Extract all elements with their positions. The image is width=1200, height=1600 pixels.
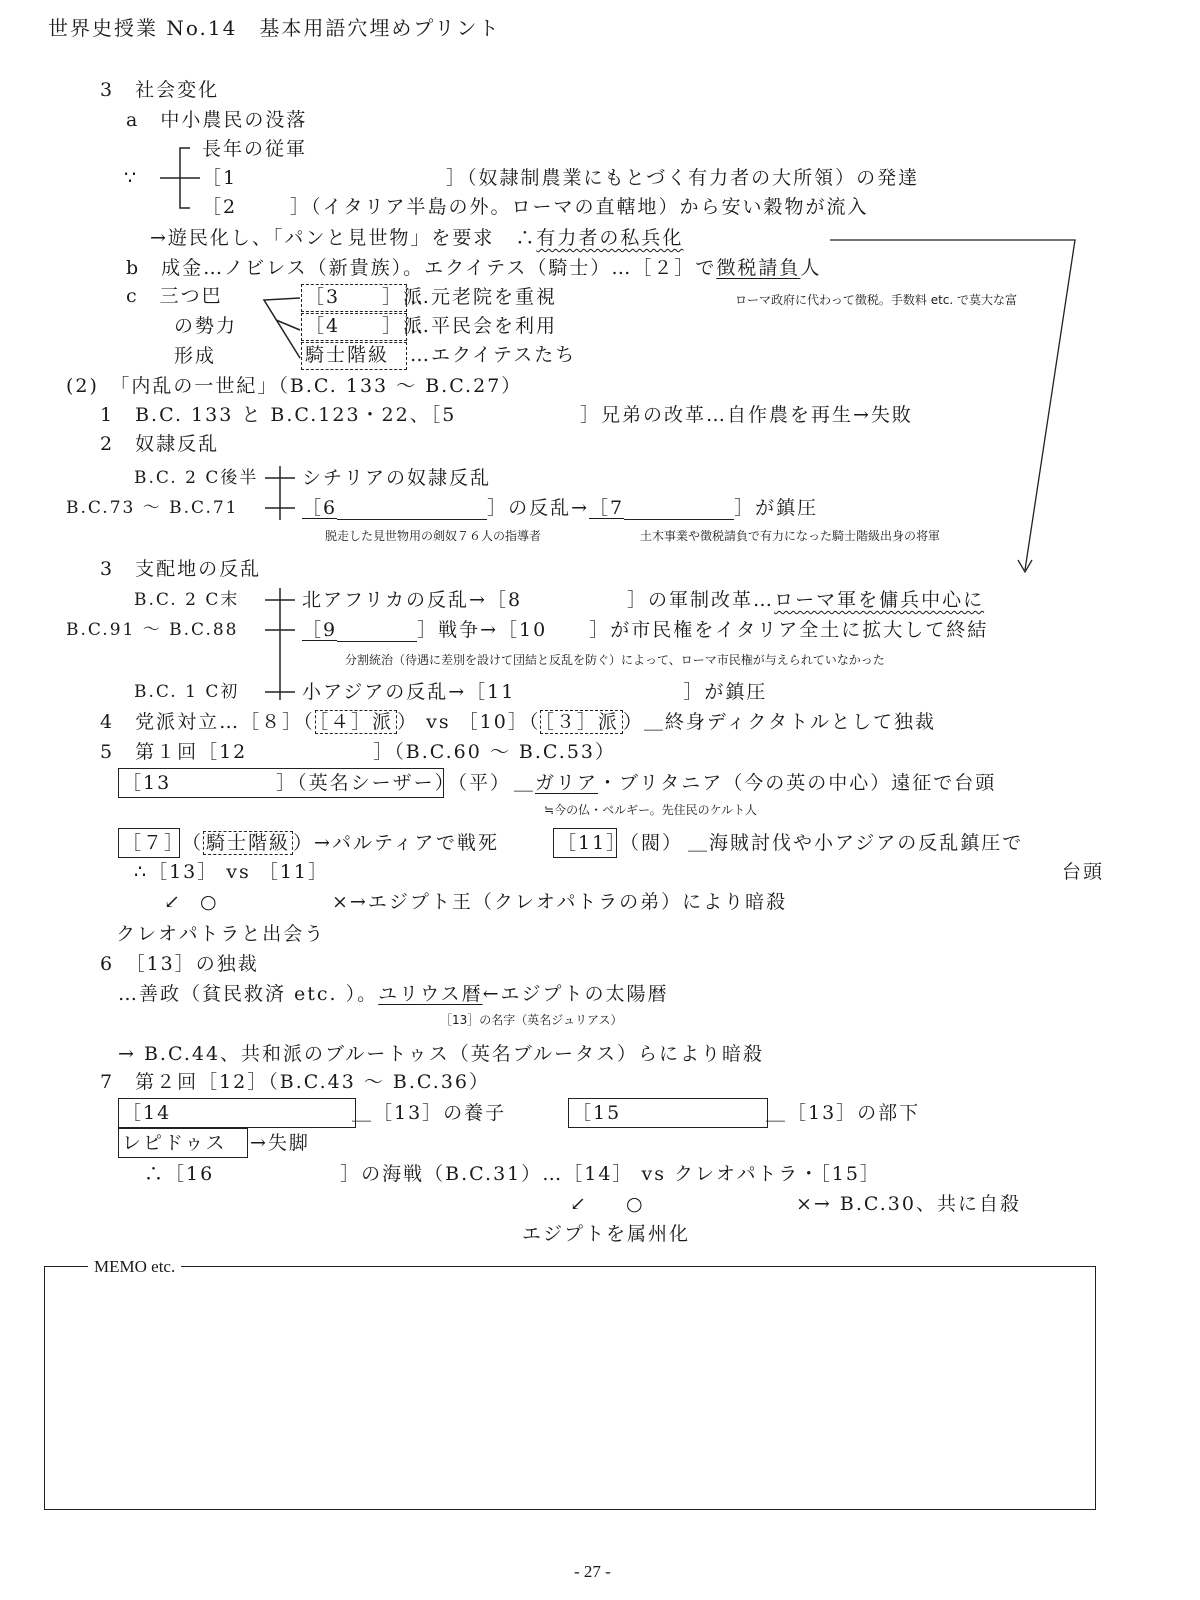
- item-c-3: 形成: [174, 345, 217, 367]
- private-army-underlined: 有力者の私兵化: [536, 227, 684, 249]
- faction-4-ref-box: ［４］派: [315, 710, 398, 734]
- pompey-party: （閥）: [620, 832, 684, 854]
- julian-calendar-underlined: ユリウス暦: [378, 983, 483, 1005]
- cause-3: ］（イタリア半島の外。ローマの直轄地）から安い穀物が流入: [290, 196, 869, 218]
- item-c: c 三つ巴: [126, 285, 223, 307]
- result-arrow-2: ↙: [570, 1193, 588, 1215]
- result-arrow-1: ↙: [164, 891, 182, 913]
- item-1: 1 B.C. 133 と B.C.123・22、［5: [100, 404, 457, 426]
- therefore-2: ∴［16 ］の海戦（B.C.31）…［14］ vs クレオパトラ・［15］: [144, 1163, 881, 1185]
- item-1-rest: ］兄弟の改革…自作農を再生→失敗: [580, 404, 913, 426]
- blank-9: ［9: [302, 619, 338, 641]
- faction-4-label: ［4 ］派: [305, 315, 425, 337]
- worksheet-title: 世界史授業 No.14 基本用語穴埋めプリント: [48, 16, 501, 40]
- event-1: シチリアの奴隷反乱: [302, 467, 492, 489]
- cleopatra-meet: クレオパトラと出会う: [116, 923, 326, 945]
- page-number: - 27 -: [574, 1562, 611, 1581]
- blank-6: ［6: [302, 497, 338, 519]
- result-x-1: ×→エジプト王（クレオパトラの弟）により暗殺: [332, 891, 788, 913]
- faction-3-desc: …元老院を重視: [410, 286, 558, 308]
- note-9: 分割統治（待遇に差別を設けて団結と反乱を防ぐ）によって、ローマ市民権が与えられていなかった: [345, 653, 885, 667]
- memo-label: MEMO etc.: [88, 1255, 181, 1279]
- octavian-desc: ＿［13］の養子: [352, 1102, 507, 1124]
- cause-2: ］（奴隷制農業にもとづく有力者の大所領）の発達: [446, 167, 920, 189]
- item-2: 2 奴隷反乱: [100, 433, 220, 455]
- gallia-note: ≒今の仏・ベルギー。先住民のケルト人: [544, 803, 757, 817]
- cause-1: 長年の従軍: [202, 138, 308, 160]
- memo-box: [44, 1266, 1096, 1510]
- event-4: ［9 ］戦争→［10 ］が市民権をイタリア全土に拡大して終結: [302, 619, 989, 641]
- blank-1: ［1: [202, 167, 238, 189]
- result-o-1: ○: [200, 891, 219, 913]
- tax-farming-underlined: 徴税請負: [716, 257, 801, 279]
- item-6-assassination: → B.C.44、共和派のブルートゥス（英名ブルータス）らにより暗殺: [118, 1043, 765, 1065]
- item-6-desc: …善政（貧民救済 etc. ）。ユリウス暦←エジプトの太陽暦: [118, 983, 669, 1005]
- caesar-party: （平）: [448, 772, 512, 794]
- antony-desc: ＿［13］の部下: [766, 1102, 921, 1124]
- result-x-2: ×→ B.C.30、共に自殺: [796, 1193, 1021, 1215]
- pompey-label: ［11］: [557, 832, 628, 854]
- knight-class-desc: …エクイテスたち: [410, 344, 577, 366]
- event-2: ［6 ］の反乱→［7 ］が鎮圧: [302, 497, 819, 519]
- item-a: a 中小農民の没落: [126, 109, 308, 131]
- therefore-1: ∴［13］ vs ［11］: [134, 861, 330, 883]
- item-7: 7 第２回［12］（B.C.43 ～ B.C.36）: [100, 1071, 491, 1093]
- date-2: B.C.73 ～ B.C.71: [66, 498, 239, 518]
- item-5: 5 第１回［12 ］（B.C.60 ～ B.C.53）: [100, 741, 617, 763]
- mercenary-underlined: ローマ軍を傭兵中心に: [774, 589, 985, 611]
- caesar-desc: ＿ガリア・ブリタニア（今の英の中心）遠征で台頭: [514, 772, 997, 794]
- because-symbol: ∵: [124, 167, 139, 189]
- faction-4-desc: …平民会を利用: [410, 315, 558, 337]
- blank-7: ［7: [589, 497, 625, 519]
- event-3: 北アフリカの反乱→［8 ］の軍制改革…ローマ軍を傭兵中心に: [302, 589, 985, 611]
- item-3: 3 支配地の反乱: [100, 558, 262, 580]
- egypt-province: エジプトを属州化: [522, 1223, 691, 1245]
- crassus-label: ［７］: [122, 832, 186, 854]
- item-c-2: の勢力: [174, 315, 238, 337]
- item-b: b 成金…ノビレス（新貴族）。エクイテス（騎士）…［２］で徴税請負人: [126, 257, 822, 279]
- lepidus-desc: →失脚: [250, 1132, 310, 1154]
- octavian-label: ［14: [122, 1102, 172, 1124]
- blank-2: ［2: [202, 196, 259, 218]
- antony-label: ［15: [572, 1102, 622, 1124]
- item-4: 4 党派対立…［８］（ ［４］派 ） vs ［10］（ ［３］派 ）＿終身ディクタトルとして独裁: [100, 711, 936, 733]
- faction-3-ref-box: ［３］派: [540, 710, 623, 734]
- section-3-heading: 3 社会変化: [100, 79, 220, 101]
- julian-note: ［13］の名字（英名ジュリアス）: [440, 1013, 623, 1027]
- date-4: B.C.91 ～ B.C.88: [66, 620, 239, 640]
- knight-class-label: 騎士階級: [305, 344, 390, 366]
- date-5: B.C. 1 C初: [134, 682, 240, 702]
- date-1: B.C. 2 C後半: [134, 468, 259, 488]
- result-o-2: ○: [626, 1193, 645, 1215]
- tax-farming-note: ローマ政府に代わって徴税。手数料 etc. で莫大な富: [735, 293, 1018, 307]
- event-5: 小アジアの反乱→［11 ］が鎮圧: [302, 681, 768, 703]
- date-3: B.C. 2 C末: [134, 590, 240, 610]
- mob-line: →遊民化し、「パンと見世物」を要求 ∴有力者の私兵化: [150, 227, 684, 249]
- lepidus-label: レピドゥス: [122, 1132, 227, 1154]
- section-2-heading: (2) 「内乱の一世紀」（B.C. 133 ～ B.C.27）: [66, 375, 523, 397]
- crassus-desc: （ 騎士階級 ）→パルティアで戦死: [182, 832, 500, 854]
- pompey-desc-end: 台頭: [1062, 861, 1105, 883]
- note-6: 脱走した見世物用の剣奴７６人の指導者: [325, 529, 542, 543]
- note-7: 土木事業や徴税請負で有力になった騎士階級出身の将軍: [640, 529, 941, 543]
- faction-3-label: ［3 ］派: [305, 286, 425, 308]
- gallia-underlined: ガリア: [535, 772, 599, 794]
- item-6: 6 ［13］の独裁: [100, 953, 259, 975]
- caesar-label: ［13 ］（英名シーザー）: [122, 772, 456, 794]
- pompey-desc: ＿海賊討伐や小アジアの反乱鎮圧で: [688, 832, 1024, 854]
